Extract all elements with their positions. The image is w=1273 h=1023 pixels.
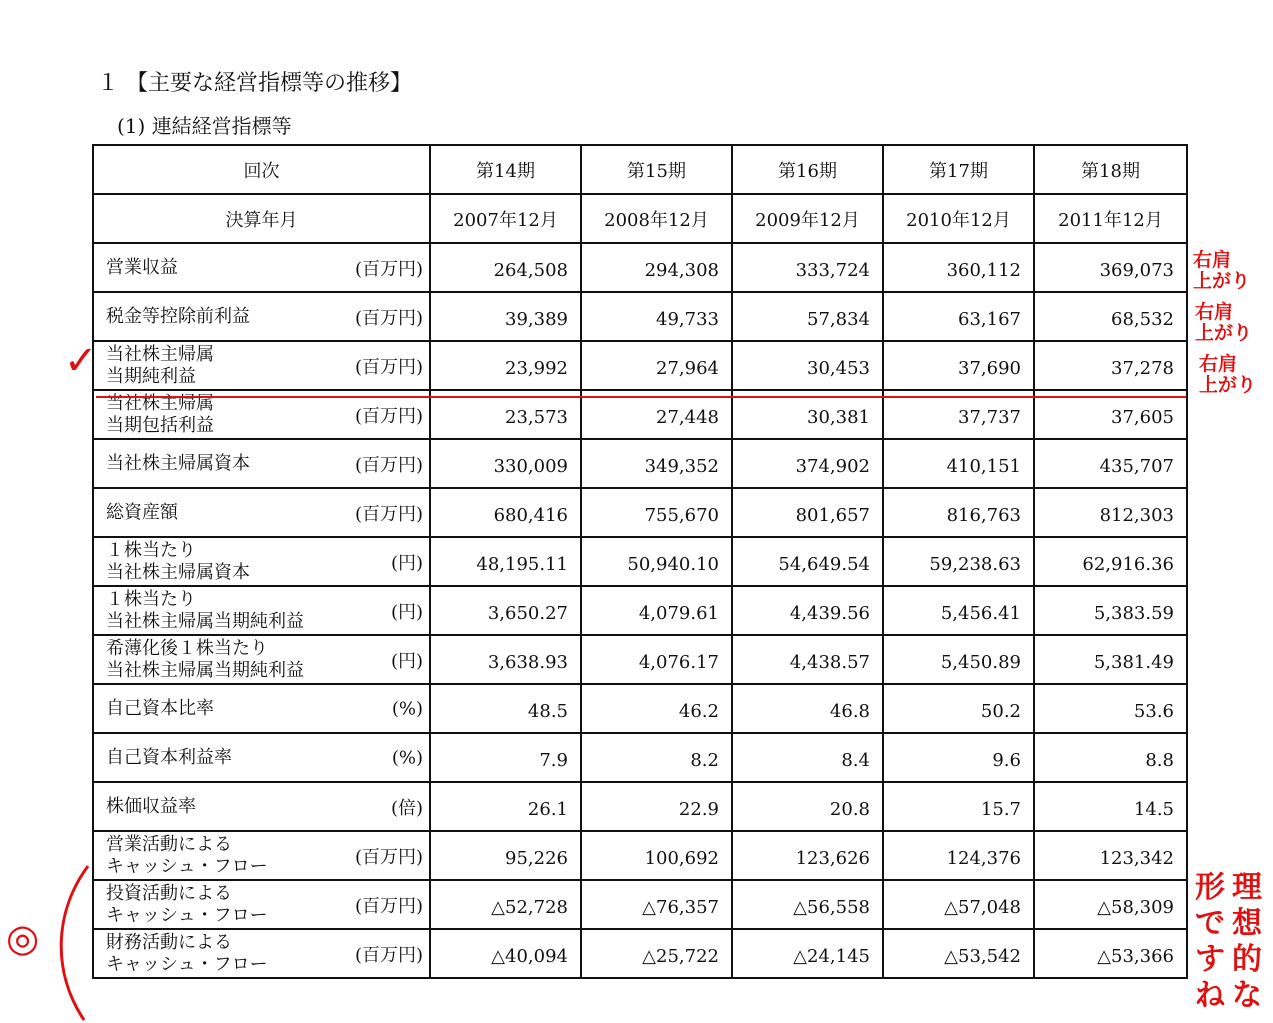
date-cell: 2011年12月: [1034, 194, 1187, 243]
value-cell: 50.2: [883, 684, 1034, 733]
date-cell: 2010年12月: [883, 194, 1034, 243]
value-cell: 4,438.57: [732, 635, 883, 684]
header-row-periods: [93, 145, 1187, 194]
row-unit: (倍): [390, 797, 423, 819]
value-cell: 4,439.56: [732, 586, 883, 635]
value-cell: 22.9: [581, 782, 732, 831]
value-cell: 8.4: [732, 733, 883, 782]
row-unit: (百万円): [354, 405, 423, 427]
value-cell: 27,448: [581, 390, 732, 439]
row-unit: (%): [391, 698, 423, 719]
table-row: [93, 243, 1187, 292]
row-label: 希薄化後１株当たり: [106, 637, 268, 659]
row-label: 当社株主帰属当期純利益: [106, 659, 304, 681]
value-cell: △25,722: [581, 929, 732, 978]
value-cell: 49,733: [581, 292, 732, 341]
row-label: 自己資本比率: [106, 697, 214, 719]
checkmark-icon: ✓: [64, 338, 98, 384]
value-cell: 4,076.17: [581, 635, 732, 684]
table-row: [93, 684, 1187, 733]
table-body: [93, 145, 1187, 978]
value-cell: 37,605: [1034, 390, 1187, 439]
value-cell: 100,692: [581, 831, 732, 880]
row-label: キャッシュ・フロー: [106, 855, 268, 877]
row-label-cell: [93, 586, 430, 635]
table-row: [93, 733, 1187, 782]
table-row: [93, 537, 1187, 586]
value-cell: 7.9: [430, 733, 581, 782]
row-unit: (百万円): [354, 944, 423, 966]
period-cell: 第16期: [732, 145, 883, 194]
annotation-note-1: 右肩 上がり: [1193, 249, 1251, 292]
date-cell: 2007年12月: [430, 194, 581, 243]
row-label-cell: [93, 292, 430, 341]
value-cell: 123,342: [1034, 831, 1187, 880]
annotation-cashflow-col1: 理 想 的 な: [1232, 870, 1262, 1013]
value-cell: 59,238.63: [883, 537, 1034, 586]
value-cell: 54,649.54: [732, 537, 883, 586]
value-cell: 333,724: [732, 243, 883, 292]
value-cell: △76,357: [581, 880, 732, 929]
value-cell: 755,670: [581, 488, 732, 537]
double-circle-icon: ◎: [6, 916, 40, 960]
value-cell: 39,389: [430, 292, 581, 341]
period-cell: 第17期: [883, 145, 1034, 194]
value-cell: 294,308: [581, 243, 732, 292]
row-label-cell: [93, 439, 430, 488]
row-label: 自己資本利益率: [106, 746, 232, 768]
value-cell: 23,992: [430, 341, 581, 390]
table-row: [93, 341, 1187, 390]
table-row: [93, 880, 1187, 929]
value-cell: 37,278: [1034, 341, 1187, 390]
row-label: 営業活動による: [106, 833, 232, 855]
header-label-date: 決算年月: [93, 194, 430, 243]
row-label: 財務活動による: [106, 931, 232, 953]
value-cell: 37,737: [883, 390, 1034, 439]
row-unit: (%): [391, 747, 423, 768]
value-cell: 57,834: [732, 292, 883, 341]
header-row-dates: [93, 194, 1187, 243]
value-cell: 37,690: [883, 341, 1034, 390]
value-cell: 23,573: [430, 390, 581, 439]
value-cell: 374,902: [732, 439, 883, 488]
table-row: [93, 831, 1187, 880]
value-cell: △58,309: [1034, 880, 1187, 929]
value-cell: 3,650.27: [430, 586, 581, 635]
row-label-cell: [93, 733, 430, 782]
row-unit: (円): [390, 650, 423, 672]
value-cell: 68,532: [1034, 292, 1187, 341]
row-unit: (百万円): [354, 454, 423, 476]
row-unit: (百万円): [354, 258, 423, 280]
value-cell: △53,366: [1034, 929, 1187, 978]
value-cell: 264,508: [430, 243, 581, 292]
red-underline-net-income: [96, 396, 1186, 398]
section-heading: １ 【主要な経営指標等の推移】: [97, 71, 412, 96]
row-label-cell: [93, 831, 430, 880]
value-cell: 435,707: [1034, 439, 1187, 488]
value-cell: △24,145: [732, 929, 883, 978]
row-label: １株当たり: [106, 588, 196, 610]
value-cell: 3,638.93: [430, 635, 581, 684]
value-cell: 46.2: [581, 684, 732, 733]
value-cell: 30,381: [732, 390, 883, 439]
value-cell: 15.7: [883, 782, 1034, 831]
row-label: キャッシュ・フロー: [106, 904, 268, 926]
row-label: 投資活動による: [106, 882, 232, 904]
annotation-note-2: 右肩 上がり: [1195, 301, 1253, 344]
financial-indicators-table: [92, 144, 1188, 979]
table-row: [93, 292, 1187, 341]
value-cell: 46.8: [732, 684, 883, 733]
value-cell: 330,009: [430, 439, 581, 488]
table-row: [93, 929, 1187, 978]
row-label-cell: [93, 684, 430, 733]
value-cell: 62,916.36: [1034, 537, 1187, 586]
row-label-cell: [93, 635, 430, 684]
period-cell: 第14期: [430, 145, 581, 194]
value-cell: 48,195.11: [430, 537, 581, 586]
annotation-note-3: 右肩 上がり: [1199, 353, 1257, 396]
value-cell: 5,381.49: [1034, 635, 1187, 684]
value-cell: 27,964: [581, 341, 732, 390]
row-label-cell: [93, 488, 430, 537]
row-label: 税金等控除前利益: [106, 305, 250, 327]
value-cell: 123,626: [732, 831, 883, 880]
row-unit: (百万円): [354, 307, 423, 329]
value-cell: 48.5: [430, 684, 581, 733]
value-cell: 26.1: [430, 782, 581, 831]
value-cell: 63,167: [883, 292, 1034, 341]
value-cell: 5,450.89: [883, 635, 1034, 684]
row-unit: (円): [390, 552, 423, 574]
value-cell: 5,456.41: [883, 586, 1034, 635]
row-unit: (百万円): [354, 503, 423, 525]
annotation-cashflow-col2: 形 で す ね: [1195, 870, 1225, 1013]
row-label-cell: [93, 341, 430, 390]
value-cell: 801,657: [732, 488, 883, 537]
value-cell: 816,763: [883, 488, 1034, 537]
row-label: 総資産額: [106, 501, 178, 523]
value-cell: 410,151: [883, 439, 1034, 488]
value-cell: 8.2: [581, 733, 732, 782]
value-cell: 124,376: [883, 831, 1034, 880]
value-cell: 4,079.61: [581, 586, 732, 635]
value-cell: 812,303: [1034, 488, 1187, 537]
row-label-cell: [93, 243, 430, 292]
table-row: [93, 635, 1187, 684]
value-cell: 95,226: [430, 831, 581, 880]
value-cell: △53,542: [883, 929, 1034, 978]
row-unit: (百万円): [354, 356, 423, 378]
row-label: 当社株主帰属: [106, 392, 214, 414]
row-label-cell: [93, 782, 430, 831]
date-cell: 2008年12月: [581, 194, 732, 243]
red-bracket-icon: [48, 862, 92, 1022]
value-cell: 14.5: [1034, 782, 1187, 831]
value-cell: 5,383.59: [1034, 586, 1187, 635]
value-cell: 50,940.10: [581, 537, 732, 586]
row-label-cell: [93, 880, 430, 929]
value-cell: 8.8: [1034, 733, 1187, 782]
value-cell: 30,453: [732, 341, 883, 390]
row-label: 当社株主帰属: [106, 343, 214, 365]
row-unit: (百万円): [354, 895, 423, 917]
value-cell: △57,048: [883, 880, 1034, 929]
table-row: [93, 439, 1187, 488]
row-unit: (百万円): [354, 846, 423, 868]
value-cell: 53.6: [1034, 684, 1187, 733]
section-subheading: (1) 連結経営指標等: [117, 114, 292, 138]
row-label: 営業収益: [106, 256, 178, 278]
row-label: １株当たり: [106, 539, 196, 561]
value-cell: △40,094: [430, 929, 581, 978]
value-cell: 349,352: [581, 439, 732, 488]
table-row: [93, 488, 1187, 537]
row-label: 当社株主帰属当期純利益: [106, 610, 304, 632]
period-cell: 第18期: [1034, 145, 1187, 194]
date-cell: 2009年12月: [732, 194, 883, 243]
value-cell: △52,728: [430, 880, 581, 929]
row-label-cell: [93, 929, 430, 978]
period-cell: 第15期: [581, 145, 732, 194]
row-label: キャッシュ・フロー: [106, 953, 268, 975]
table-row: [93, 586, 1187, 635]
row-label: 当期純利益: [106, 365, 196, 387]
row-label: 当社株主帰属資本: [106, 452, 250, 474]
value-cell: 369,073: [1034, 243, 1187, 292]
value-cell: 9.6: [883, 733, 1034, 782]
row-label-cell: [93, 537, 430, 586]
table-row: [93, 782, 1187, 831]
header-label-period: 回次: [93, 145, 430, 194]
value-cell: 360,112: [883, 243, 1034, 292]
value-cell: 20.8: [732, 782, 883, 831]
row-unit: (円): [390, 601, 423, 623]
value-cell: △56,558: [732, 880, 883, 929]
row-label: 当期包括利益: [106, 414, 214, 436]
row-label: 当社株主帰属資本: [106, 561, 250, 583]
value-cell: 680,416: [430, 488, 581, 537]
row-label: 株価収益率: [106, 795, 196, 817]
